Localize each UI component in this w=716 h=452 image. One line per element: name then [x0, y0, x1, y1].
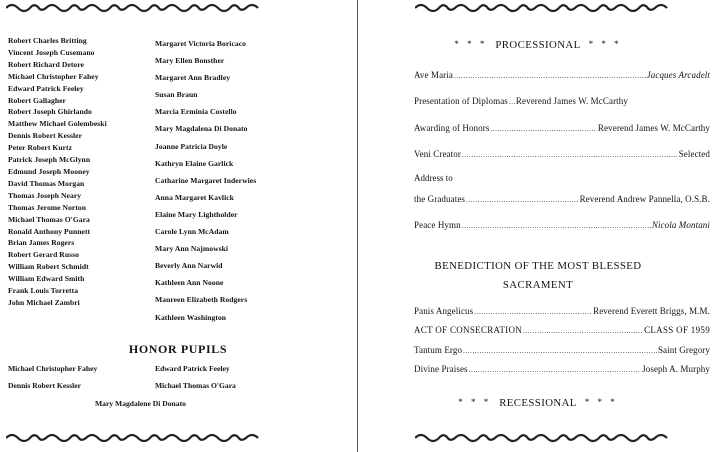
leader-dots [474, 306, 592, 316]
graduate-name: Michael Christopher Fahey [8, 71, 99, 81]
graduate-name: Anna Margaret Kavlick [155, 192, 234, 202]
graduate-name: Beverly Ann Narwid [155, 261, 223, 271]
page-fold-divider [357, 0, 358, 452]
graduate-name: Robert Richard Detore [8, 59, 84, 69]
program-performer: Joseph A. Murphy [642, 364, 710, 374]
graduate-name: Carole Lynn McAdam [155, 227, 229, 237]
program-line [414, 220, 710, 230]
program-performer: Saint Gregory [657, 345, 710, 355]
honor-pupil: Michael Christopher Fahey [8, 364, 98, 373]
graduate-name: Elaine Mary Lightholder [155, 209, 238, 219]
graduate-name: Kathryn Elaine Garlick [155, 158, 234, 168]
graduate-name: Mary Magdalena Di Donato [155, 124, 248, 134]
processional-label: PROCESSIONAL [495, 39, 581, 51]
recessional-heading [360, 397, 716, 409]
program-line [414, 325, 710, 335]
program-item: ACT OF CONSECRATION [414, 325, 523, 335]
right-page [360, 0, 716, 452]
program-item: Panis Angelicus [414, 306, 474, 316]
graduate-name: Peter Robert Kurtz [8, 143, 73, 153]
graduate-name: Margaret Ann Bradley [155, 73, 231, 83]
graduate-name: Robert Joseph Ghirlando [8, 107, 92, 117]
program-line [414, 149, 710, 159]
graduate-name: Dennis Robert Kessler [8, 131, 83, 141]
graduate-name: Kathleen Washington [155, 312, 227, 322]
processional-heading [360, 39, 716, 51]
graduate-name: William Edward Smith [8, 274, 85, 284]
program-item: the Graduates [414, 194, 466, 204]
graduate-name: Michael Thomas O'Gara [8, 214, 90, 224]
honor-pupil: Dennis Robert Kessler [8, 381, 81, 390]
star-ornament: * * * [458, 397, 492, 407]
graduate-name: Maureen Elizabeth Rodgers [155, 295, 248, 305]
star-ornament: * * * [584, 397, 618, 407]
graduate-name: Mary Ann Najmowski [155, 244, 229, 254]
graduate-name: Robert Gallagher [8, 95, 66, 105]
program-performer: Reverend Andrew Pannella, O.S.B. [579, 194, 710, 204]
leader-dots [509, 96, 515, 106]
program-item: Divine Praises [414, 364, 468, 374]
honor-pupil: Michael Thomas O'Gara [155, 381, 236, 390]
program-line [414, 345, 710, 355]
program-item: Ave Maria [414, 70, 453, 80]
honor-pupil: Edward Patrick Feeley [155, 364, 230, 373]
graduate-name: Susan Braun [155, 90, 198, 100]
star-ornament: * * * [588, 39, 622, 49]
graduate-name: Ronald Anthony Punnett [8, 226, 91, 236]
graduate-name: Edmund Joseph Mooney [8, 166, 90, 176]
leader-dots [462, 220, 651, 230]
program-line [414, 306, 710, 316]
program-item: Tantum Ergo [414, 345, 463, 355]
program-performer: Reverend James W. McCarthy [515, 96, 628, 106]
graduate-name: Edward Patrick Feeley [8, 83, 84, 93]
program-performer: Reverend Everett Briggs, M.M. [593, 306, 710, 316]
graduate-name: Frank Louis Torretta [8, 286, 79, 296]
graduate-name: Kathleen Ann Noone [155, 278, 224, 288]
graduates-column-girls [155, 35, 305, 326]
program-performer: Jacques Arcadelt [646, 70, 710, 80]
graduate-name: Margaret Victoria Boricaco [155, 39, 246, 48]
program-item: Peace Hymn [414, 220, 461, 230]
program-item: Presentation of Diplomas [414, 96, 508, 106]
program-line [414, 70, 710, 80]
benediction-heading: BENEDICTION OF THE MOST BLESSED [434, 260, 642, 272]
honor-pupils-heading: HONOR PUPILS [128, 342, 228, 356]
graduate-name: Patrick Joseph McGlynn [8, 155, 91, 165]
leader-dots [469, 364, 641, 374]
graduate-name: Marcia Erminia Costello [155, 107, 237, 117]
program-line [414, 364, 710, 374]
graduate-name: John Michael Zambri [8, 297, 80, 307]
leader-dots [523, 325, 643, 335]
graduate-name: Joanne Patricia Doyle [155, 141, 228, 151]
program-performer: Reverend James W. McCarthy [597, 123, 710, 133]
graduate-name: David Thomas Morgan [8, 178, 85, 188]
ornamental-border-top [415, 2, 711, 14]
ornamental-border-top [6, 2, 302, 14]
program-item: Veni Creator [414, 149, 461, 159]
graduate-name: William Robert Schmidt [8, 262, 89, 272]
benediction-heading-line2: SACRAMENT [502, 279, 574, 291]
program-performer: Selected [678, 149, 710, 159]
address-label: Address to [414, 173, 453, 183]
star-ornament: * * * [454, 39, 488, 49]
graduates-column-boys [8, 35, 148, 309]
graduate-name: Mary Ellen Bonsther [155, 56, 225, 66]
leader-dots [466, 194, 579, 204]
leader-dots [463, 345, 657, 355]
ornamental-border-bottom [6, 432, 302, 444]
graduate-name: Robert Charles Britting [8, 36, 87, 45]
graduate-name: Robert Gerard Russo [8, 250, 79, 260]
left-page [0, 0, 356, 452]
program-performer: CLASS OF 1959 [644, 325, 710, 335]
leader-dots [462, 149, 678, 159]
leader-dots [454, 70, 646, 80]
program-line [414, 96, 710, 106]
honor-pupil: Mary Magdalene Di Donato [95, 399, 186, 408]
program-item: Awarding of Honors [414, 123, 490, 133]
program-line [414, 194, 710, 204]
leader-dots [490, 123, 596, 133]
graduate-name: Thomas Jerome Norton [8, 202, 87, 212]
graduate-name: Brian James Rogers [8, 238, 75, 248]
graduate-name: Catharine Margaret Inderwies [155, 175, 257, 185]
graduate-name: Vincent Joseph Cusemano [8, 47, 95, 57]
program-performer: Nicola Montani [651, 220, 710, 230]
graduate-name: Matthew Michael Golembeski [8, 119, 107, 129]
graduate-name: Thomas Joseph Neary [8, 190, 82, 200]
ornamental-border-bottom [415, 432, 711, 444]
recessional-label: RECESSIONAL [499, 397, 577, 409]
program-line [414, 123, 710, 133]
